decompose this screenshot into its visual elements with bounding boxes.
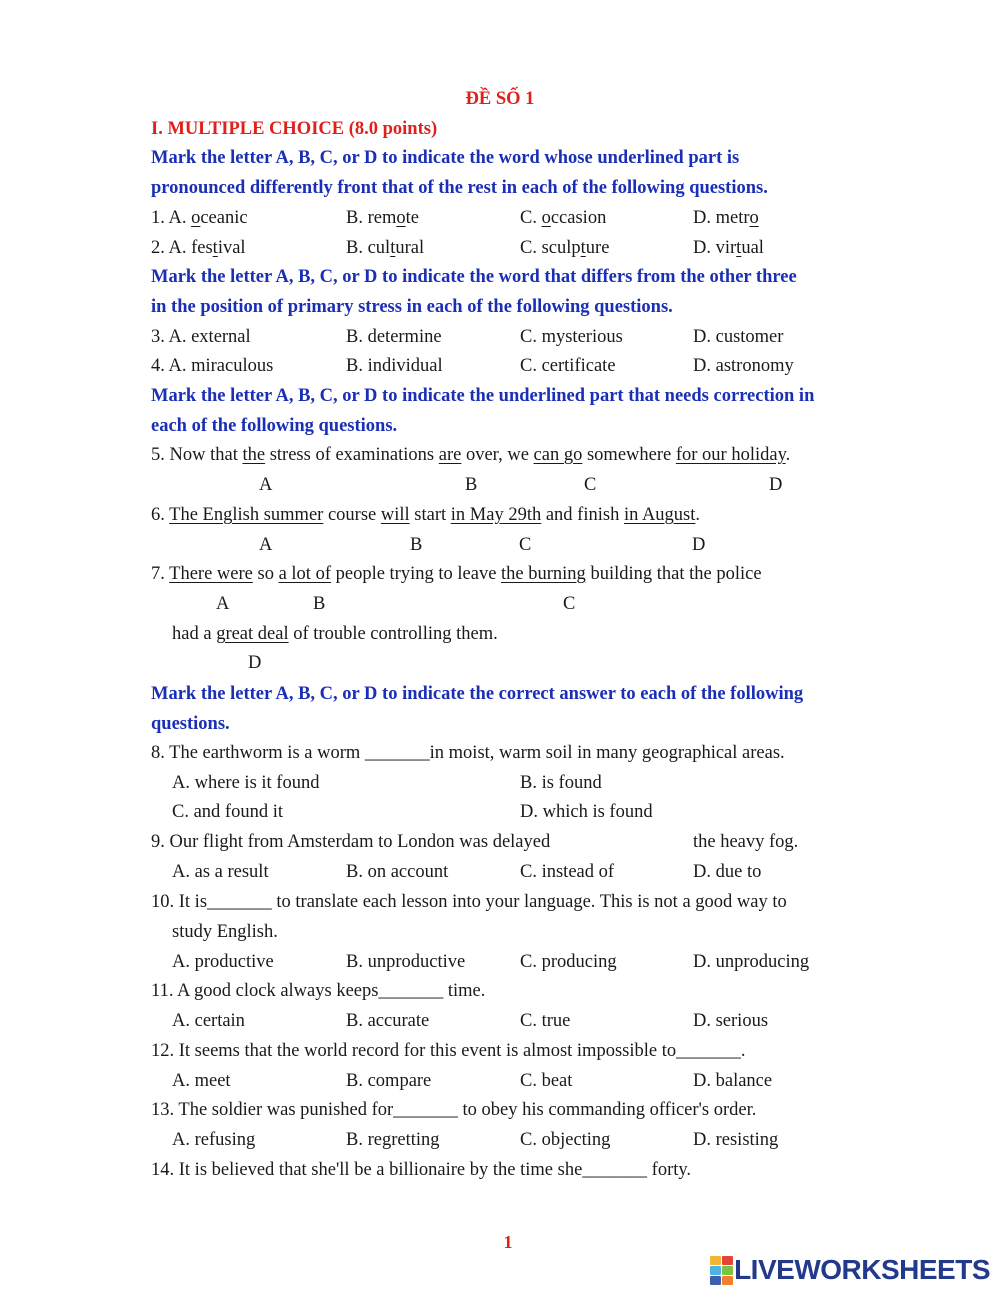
instruction-correction-line1: Mark the letter A, B, C, or D to indicate the underlined part that needs correction in	[151, 386, 815, 406]
question-8-option-b: B. is found	[520, 773, 602, 793]
question-12-option-b: B. compare	[346, 1071, 432, 1091]
question-5-label-c: C	[584, 475, 597, 495]
exam-title: ĐỀ SỐ 1	[465, 89, 535, 109]
liveworksheets-logo-icon	[710, 1256, 732, 1284]
question-7-sentence-line1: 7. There were so a lot of people trying to leave the burning building that the police	[151, 564, 762, 584]
question-6-label-c: C	[519, 535, 532, 555]
instruction-stress-line2: in the position of primary stress in each of the following questions.	[151, 297, 673, 317]
question-9-option-a: A. as a result	[172, 862, 269, 882]
question-13-option-b: B. regretting	[346, 1130, 440, 1150]
question-11-option-a: A. certain	[172, 1011, 245, 1031]
question-7-label-b: B	[313, 594, 326, 614]
question-10-option-b: B. unproductive	[346, 952, 466, 972]
question-4-option-c: C. certificate	[520, 356, 616, 376]
question-8-stem: 8. The earthworm is a worm _______in moist, warm soil in many geographical areas.	[151, 743, 785, 763]
question-8-option-a: A. where is it found	[172, 773, 320, 793]
page-number: 1	[503, 1232, 513, 1252]
question-13-stem: 13. The soldier was punished for_______ to obey his commanding officer's order.	[151, 1100, 757, 1120]
question-1-option-b: B. remote	[346, 208, 419, 228]
question-11-option-d: D. serious	[693, 1011, 769, 1031]
instruction-answer-line2: questions.	[151, 714, 230, 734]
question-7-label-c: C	[563, 594, 576, 614]
question-8-option-c: C. and found it	[172, 802, 283, 822]
liveworksheets-logo-text: LIVEWORKSHEETS	[734, 1254, 990, 1285]
question-7-label-a: A	[216, 594, 230, 614]
question-4-option-b: B. individual	[346, 356, 443, 376]
question-10-option-c: C. producing	[520, 952, 617, 972]
question-9-option-d: D. due to	[693, 862, 762, 882]
question-2-option-d: D. virtual	[693, 238, 764, 258]
question-2-option-b: B. cultural	[346, 238, 425, 258]
question-5-label-a: A	[259, 475, 273, 495]
question-10-option-a: A. productive	[172, 952, 274, 972]
question-6-sentence: 6. The English summer course will start in May 29th and finish in August.	[151, 505, 701, 525]
question-5-sentence: 5. Now that the stress of examinations are over, we can go somewhere for our holiday.	[151, 445, 791, 465]
question-3-option-b: B. determine	[346, 327, 442, 347]
instruction-answer-line1: Mark the letter A, B, C, or D to indicate the correct answer to each of the following	[151, 684, 804, 704]
question-10-option-d: D. unproducing	[693, 952, 810, 972]
question-12-option-a: A. meet	[172, 1071, 231, 1091]
section-heading: I. MULTIPLE CHOICE (8.0 points)	[151, 119, 438, 139]
question-8-option-d: D. which is found	[520, 802, 653, 822]
question-7-label-d: D	[248, 653, 262, 673]
question-11-stem: 11. A good clock always keeps_______ time.	[151, 981, 486, 1001]
question-6-label-b: B	[410, 535, 423, 555]
question-4-option-d: D. astronomy	[693, 356, 794, 376]
question-7-sentence-line2: had a great deal of trouble controlling them.	[172, 624, 498, 644]
question-5-label-d: D	[769, 475, 783, 495]
question-1-option-d: D. metro	[693, 208, 759, 228]
question-9-option-c: C. instead of	[520, 862, 615, 882]
question-13-option-d: D. resisting	[693, 1130, 779, 1150]
question-2-option-a: 2. A. festival	[151, 238, 246, 258]
question-14-stem: 14. It is believed that she'll be a billionaire by the time she_______ forty.	[151, 1160, 692, 1180]
question-9-option-b: B. on account	[346, 862, 449, 882]
question-13-option-a: A. refusing	[172, 1130, 256, 1150]
instruction-stress-line1: Mark the letter A, B, C, or D to indicate the word that differs from the other three	[151, 267, 797, 287]
question-6-label-d: D	[692, 535, 706, 555]
instruction-correction-line2: each of the following questions.	[151, 416, 398, 436]
question-9-stem: 9. Our flight from Amsterdam to London was delayed	[151, 832, 551, 852]
question-1-option-a: 1. A. oceanic	[151, 208, 248, 228]
liveworksheets-logo[interactable]	[710, 1253, 990, 1287]
question-11-option-c: C. true	[520, 1011, 571, 1031]
question-9-stem-end: the heavy fog.	[693, 832, 799, 852]
question-12-option-c: C. beat	[520, 1071, 573, 1091]
question-1-option-c: C. occasion	[520, 208, 607, 228]
question-12-option-d: D. balance	[693, 1071, 773, 1091]
question-5-label-b: B	[465, 475, 478, 495]
question-3-option-d: D. customer	[693, 327, 784, 347]
question-4-option-a: 4. A. miraculous	[151, 356, 274, 376]
question-11-option-b: B. accurate	[346, 1011, 430, 1031]
question-13-option-c: C. objecting	[520, 1130, 611, 1150]
question-10-stem: 10. It is_______ to translate each lesson into your language. This is not a good way to	[151, 892, 787, 912]
question-3-option-a: 3. A. external	[151, 327, 251, 347]
question-2-option-c: C. sculpture	[520, 238, 610, 258]
question-3-option-c: C. mysterious	[520, 327, 623, 347]
instruction-pronunciation-line1: Mark the letter A, B, C, or D to indicate the word whose underlined part is	[151, 148, 740, 168]
question-6-label-a: A	[259, 535, 273, 555]
question-10-stem-cont: study English.	[172, 922, 278, 942]
question-12-stem: 12. It seems that the world record for this event is almost impossible to_______.	[151, 1041, 746, 1061]
instruction-pronunciation-line2: pronounced differently front that of the rest in each of the following questions.	[151, 178, 768, 198]
